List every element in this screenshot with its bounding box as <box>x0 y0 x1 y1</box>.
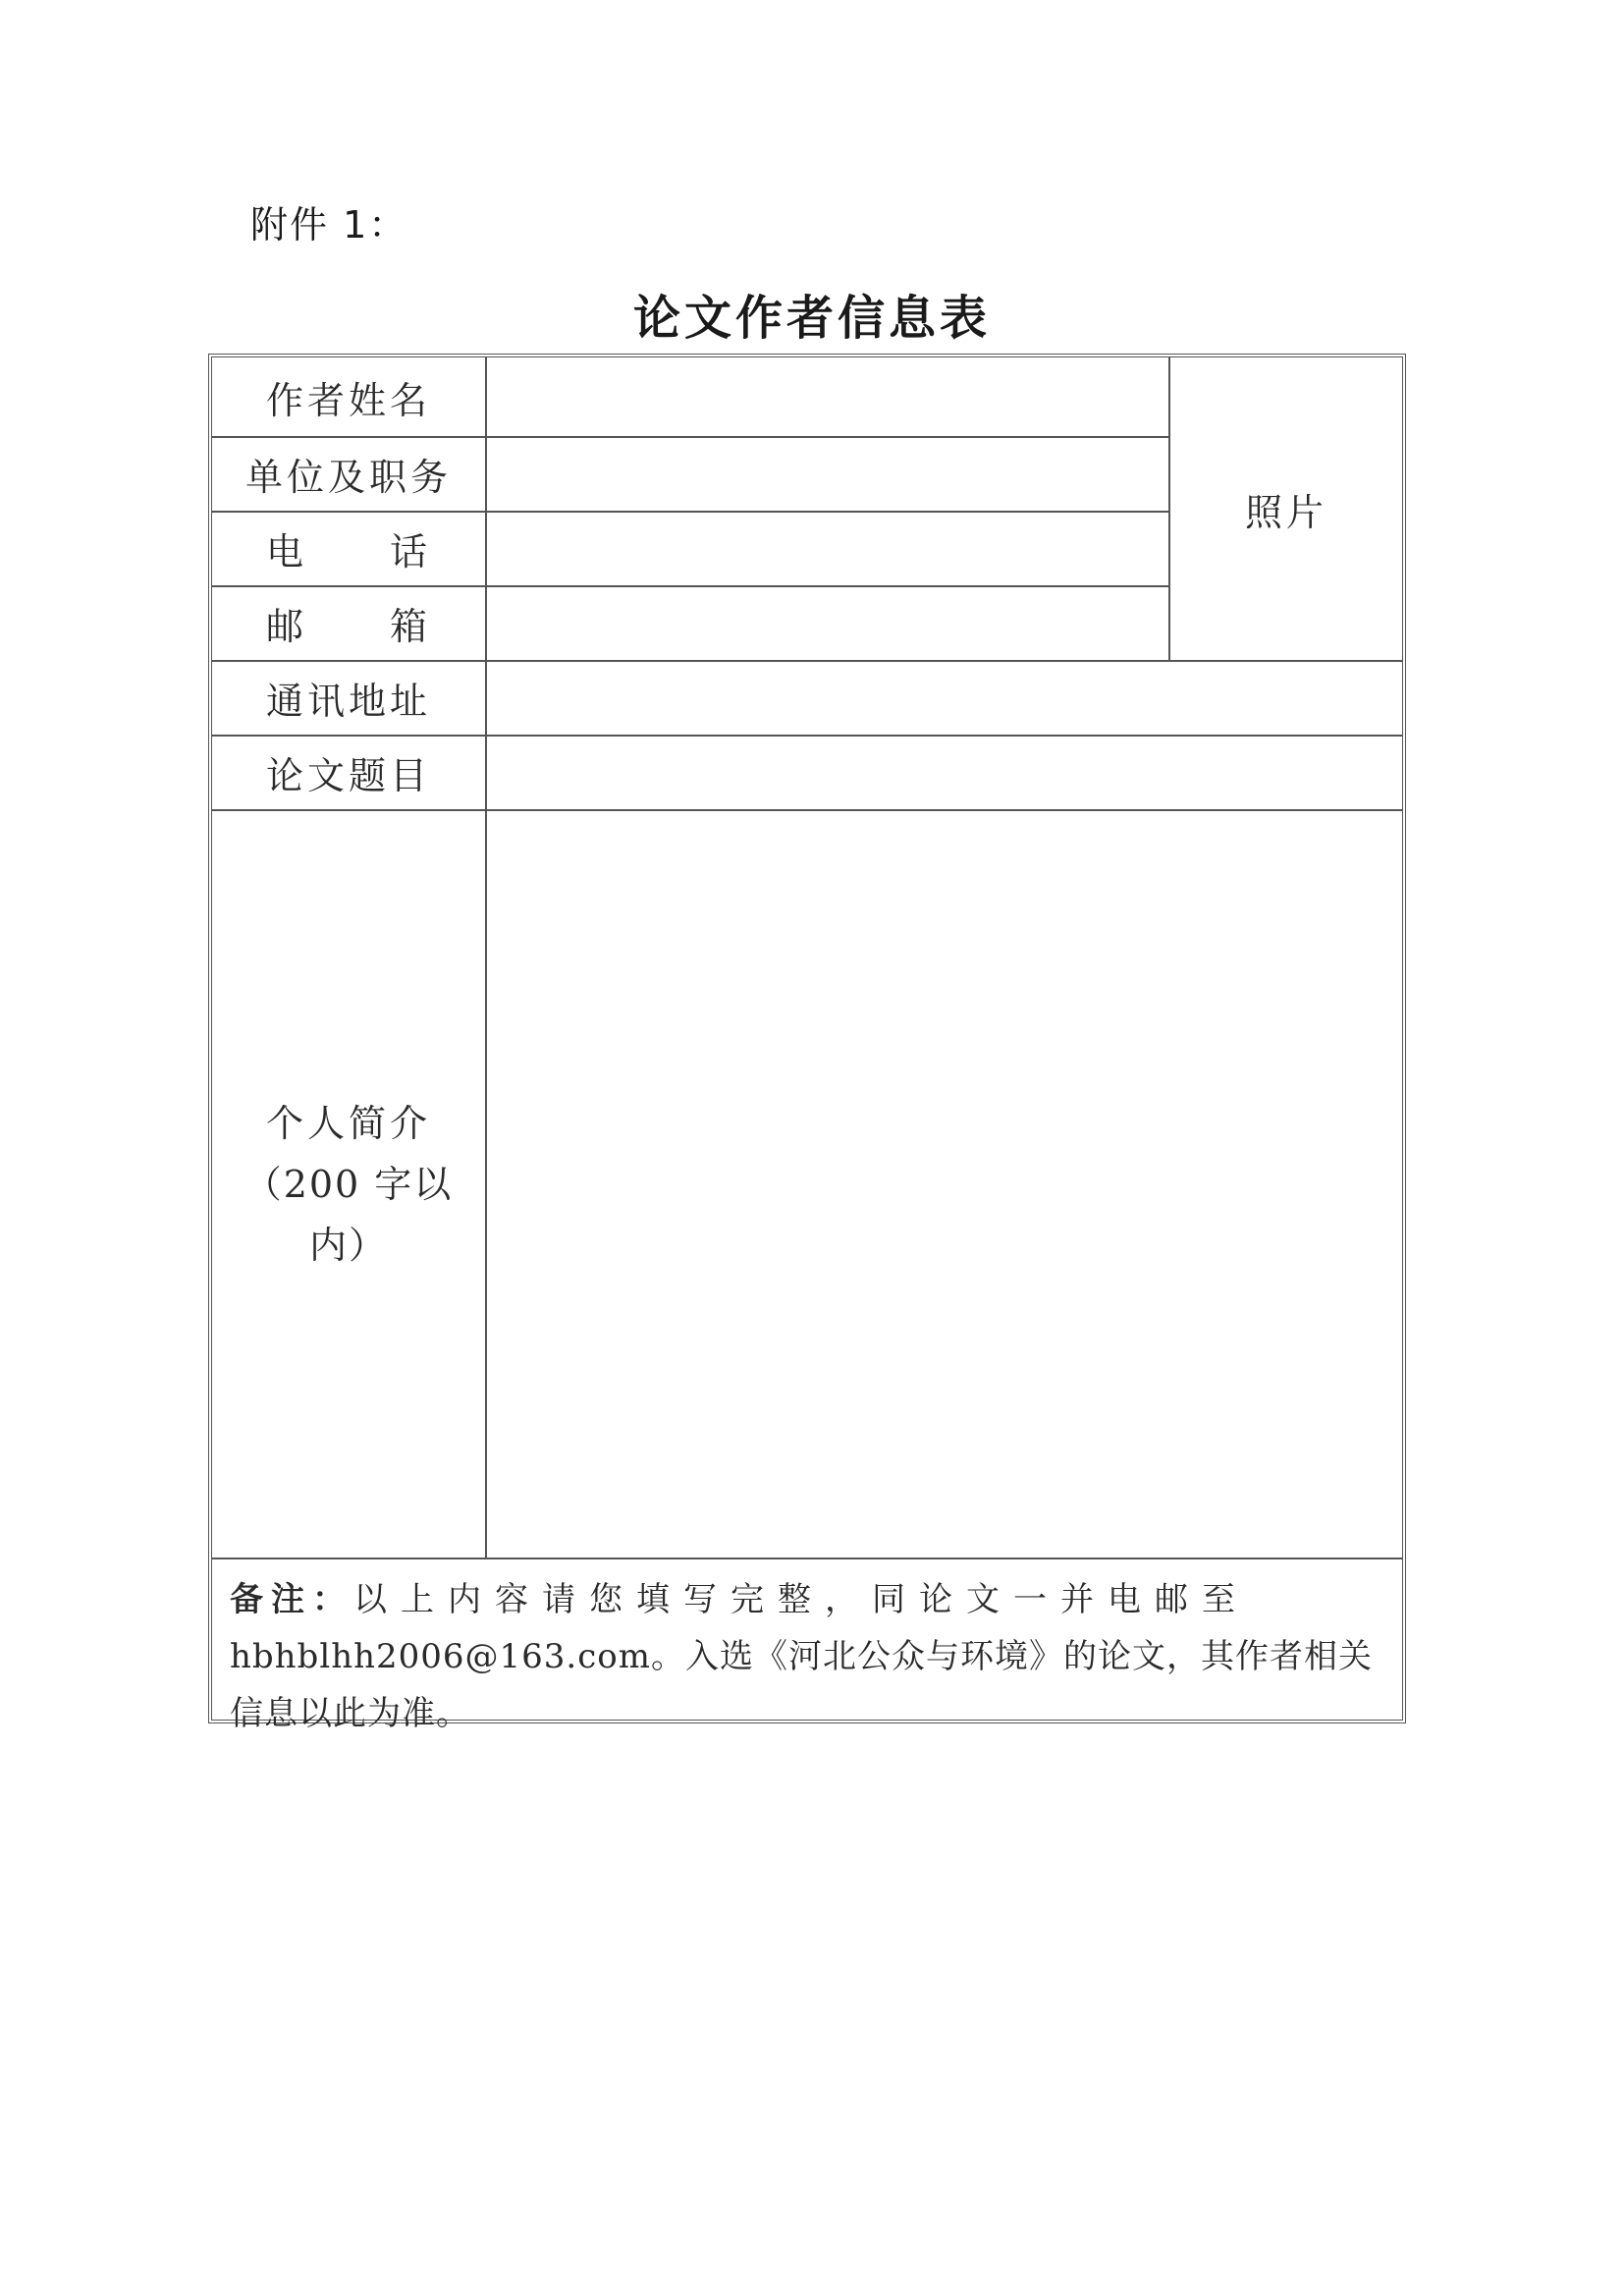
remark-line-1 <box>230 1571 1384 1628</box>
label-author-name: 作者姓名 <box>265 378 431 422</box>
address-field[interactable] <box>487 662 1402 735</box>
label-phone: 电 话 <box>265 529 431 574</box>
email-field[interactable] <box>487 587 1168 660</box>
remark-note <box>212 1558 1402 1742</box>
label-email: 邮 箱 <box>265 604 431 648</box>
label-paper-title: 论文题目 <box>265 753 431 797</box>
remark-line-3: 信息以此为准。 <box>230 1694 470 1733</box>
remark-line-2: hbhblhh2006@163.com。入选《河北公众与环境》的论文，其作者相关 <box>230 1637 1373 1676</box>
remark-text-1: 以上内容请您填写完整，同论文一并电邮至 <box>353 1580 1249 1619</box>
bio-label-line1: 个人简介 <box>265 1102 431 1145</box>
bio-label-line2: （200 字以 <box>244 1163 454 1206</box>
bio-label-line3: 内） <box>308 1224 388 1267</box>
bio-field[interactable] <box>487 811 1402 1558</box>
photo-area[interactable]: 照片 <box>1244 490 1327 534</box>
paper-title-field[interactable] <box>487 737 1402 809</box>
author-name-field[interactable] <box>487 357 1168 436</box>
label-unit-position: 单位及职务 <box>244 455 452 499</box>
label-bio <box>212 811 485 1558</box>
document-title: 论文作者信息表 <box>632 291 991 346</box>
phone-field[interactable] <box>487 513 1168 585</box>
remark-prefix: 备注： <box>230 1580 353 1619</box>
unit-position-field[interactable] <box>487 438 1168 511</box>
attachment-label: 附件 1： <box>250 203 408 246</box>
author-info-table <box>208 354 1406 1733</box>
label-address: 通讯地址 <box>265 679 431 723</box>
